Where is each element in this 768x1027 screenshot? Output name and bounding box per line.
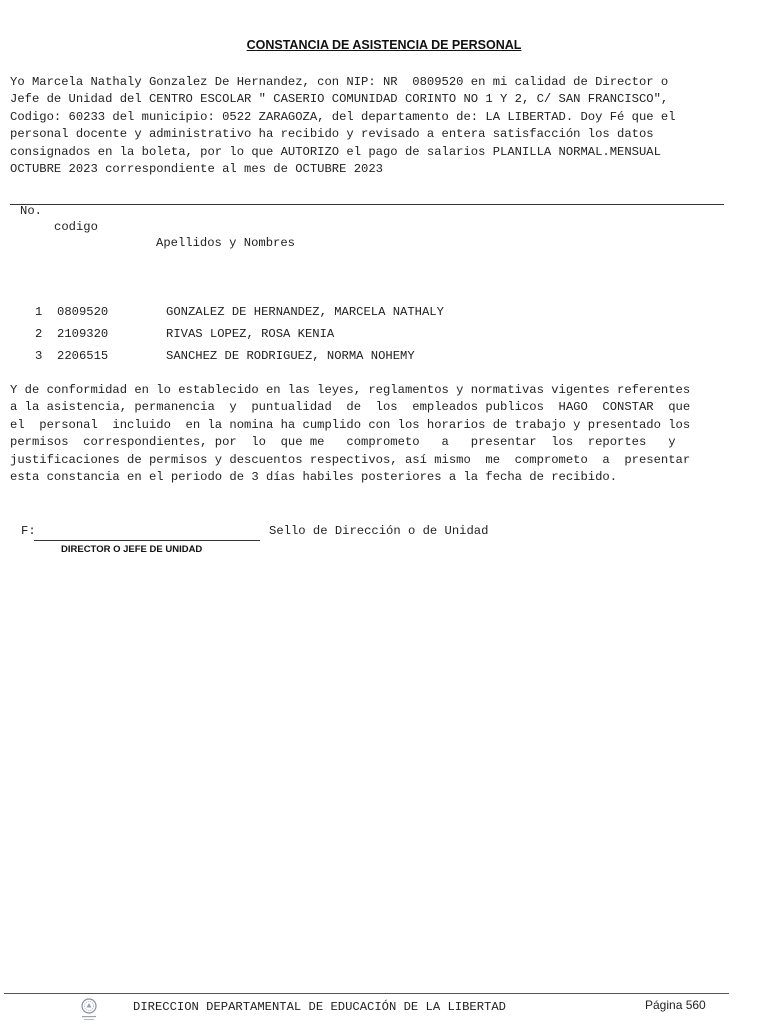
- document-title: CONSTANCIA DE ASISTENCIA DE PERSONAL: [246, 38, 522, 52]
- intro-line: Yo Marcela Nathaly Gonzalez De Hernandez, con NIP: NR 0809520 en mi calidad de Director o: [10, 75, 669, 89]
- row-codigo: 0809520: [57, 305, 109, 319]
- column-header-nombres: Apellidos y Nombres: [156, 236, 295, 250]
- column-header-no: No.: [20, 204, 42, 218]
- intro-line: Codigo: 60233 del municipio: 0522 ZARAGOZA, del departamento de: LA LIBERTAD. Doy Fé que el: [10, 109, 676, 124]
- intro-paragraph: [10, 74, 730, 178]
- intro-line: Jefe de Unidad del CENTRO ESCOLAR " CASERIO COMUNIDAD CORINTO NO 1 Y 2, C/ SAN FRANCISCO",: [10, 92, 669, 107]
- closing-line: esta constancia en el periodo de 3 días habiles posteriores a la fecha de recibido.: [10, 470, 618, 485]
- row-no: 2: [35, 327, 43, 341]
- closing-line: a la asistencia, permanencia y puntualidad de los empleados publicos HAGO CONSTAR que: [10, 400, 691, 415]
- government-seal-icon: [76, 996, 102, 1022]
- intro-line: consignados en la boleta, por lo que AUTORIZO el pago de salarios PLANILLA NORMAL.MENSUAL: [10, 144, 661, 159]
- row-nombre: RIVAS LOPEZ, ROSA KENIA: [166, 327, 335, 341]
- table-header-divider: [10, 204, 724, 205]
- signature-caption: DIRECTOR O JEFE DE UNIDAD: [61, 544, 203, 555]
- row-codigo: 2206515: [57, 349, 109, 363]
- intro-line: personal docente y administrativo ha recibido y revisado a entera satisfacción los datos: [10, 127, 654, 142]
- row-no: 1: [35, 305, 43, 319]
- footer-divider: [4, 993, 729, 994]
- row-no: 3: [35, 349, 43, 363]
- footer-office: DIRECCION DEPARTAMENTAL DE EDUCACIÓN DE LA LIBERTAD: [133, 1000, 506, 1014]
- signature-line: [34, 540, 260, 541]
- closing-line: permisos correspondientes, por lo que me comprometo a presentar los reportes y: [10, 435, 676, 450]
- closing-line: el personal incluido en la nomina ha cumplido con los horarios de trabajo y presentado los: [10, 417, 691, 432]
- seal-label: Sello de Dirección o de Unidad: [269, 524, 489, 538]
- column-header-codigo: codigo: [54, 220, 98, 234]
- row-codigo: 2109320: [57, 327, 109, 341]
- row-nombre: GONZALEZ DE HERNANDEZ, MARCELA NATHALY: [166, 305, 444, 319]
- intro-line: OCTUBRE 2023 correspondiente al mes de OCTUBRE 2023: [10, 162, 383, 177]
- page-number: Página 560: [645, 998, 706, 1012]
- closing-paragraph: [10, 382, 710, 486]
- closing-line: justificaciones de permisos y descuentos respectivos, así mismo me comprometo a presentar: [10, 452, 691, 467]
- signature-f-label: F:: [21, 524, 36, 538]
- table-header: [10, 187, 723, 251]
- row-nombre: SANCHEZ DE RODRIGUEZ, NORMA NOHEMY: [166, 349, 415, 363]
- closing-line: Y de conformidad en lo establecido en las leyes, reglamentos y normativas vigentes referentes: [10, 383, 691, 397]
